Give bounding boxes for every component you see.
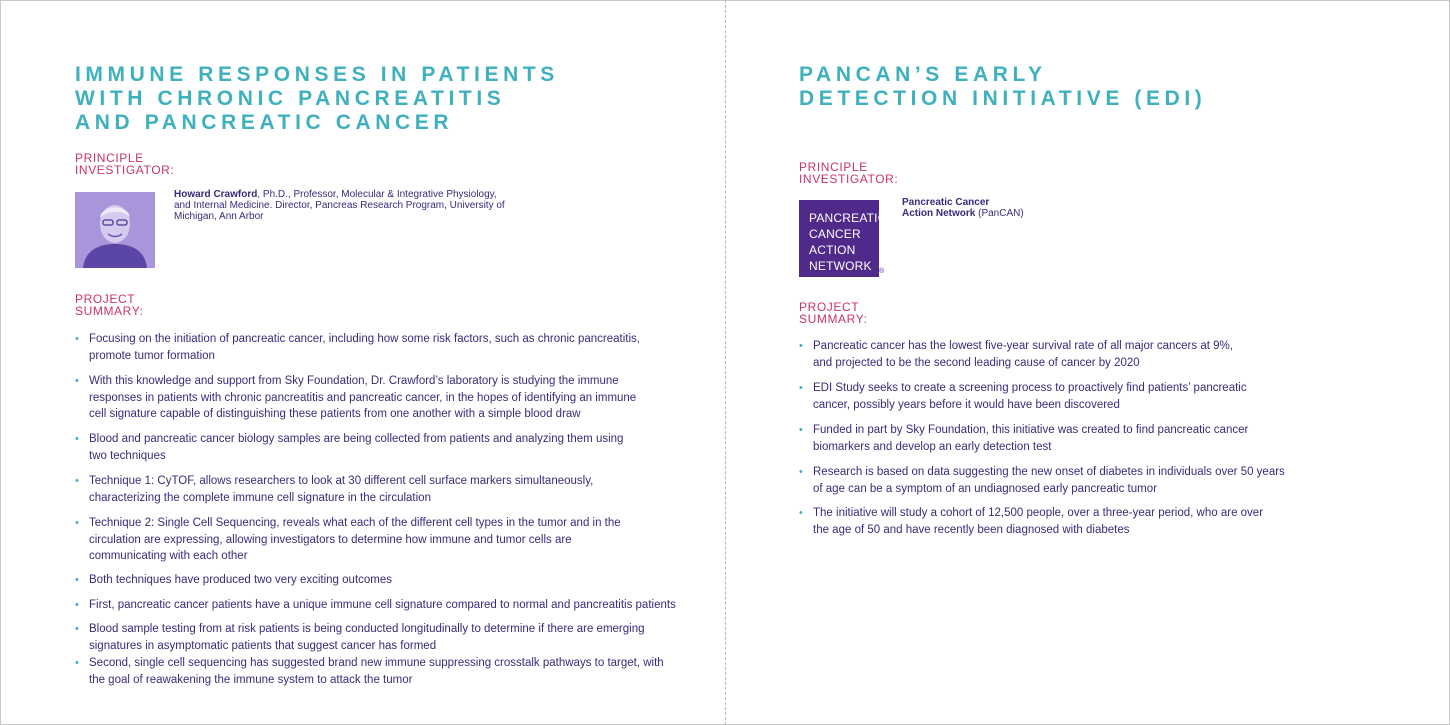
bullet-dot-icon: •	[75, 433, 79, 445]
bullet-line: the age of 50 and have recently been diagnosed with diabetes	[813, 523, 1130, 536]
summary-bullet-item	[799, 338, 1233, 371]
bullet-line: characterizing the complete immune cell signature in the circulation	[89, 491, 431, 504]
bullet-dot-icon: •	[75, 517, 79, 529]
bullet-dot-icon: •	[799, 507, 803, 519]
summary-bullet-item	[799, 380, 1247, 413]
bullet-dot-icon: •	[75, 599, 79, 611]
bullet-line: two techniques	[89, 449, 166, 462]
bullet-line: circulation are expressing, allowing investigators to determine how immune and tumor cells are	[89, 533, 572, 546]
bullet-line: The initiative will study a cohort of 12,500 people, over a three-year period, who are over	[813, 507, 1264, 519]
summary-bullet-item	[75, 621, 645, 654]
bullet-line: promote tumor formation	[89, 349, 215, 362]
bullet-line: Blood and pancreatic cancer biology samples are being collected from patients and analyzing them using	[89, 433, 624, 445]
page-fold-divider	[725, 0, 726, 725]
bullet-line: Both techniques have produced two very exciting outcomes	[89, 574, 393, 586]
summary-bullet-item	[799, 422, 1248, 455]
title-line: WITH CHRONIC PANCREATITIS	[75, 87, 506, 110]
bullet-line: communicating with each other	[89, 550, 248, 562]
registered-mark: ®	[879, 268, 885, 275]
title-line: DETECTION INITIATIVE (EDI)	[799, 87, 1207, 110]
bullet-line: Technique 1: CyTOF, allows researchers to look at 30 different cell surface markers simultaneously,	[89, 475, 594, 487]
bullet-line: Technique 2: Single Cell Sequencing, reveals what each of the different cell types in the tumor and in the	[89, 517, 621, 529]
summary-bullet-item	[75, 373, 636, 423]
bullet-line: First, pancreatic cancer patients have a unique immune cell signature compared to normal and pancreatitis patients	[89, 599, 676, 611]
bullet-line: EDI Study seeks to create a screening process to proactively find patients’ pancreatic	[813, 382, 1247, 394]
bullet-line: With this knowledge and support from Sky Foundation, Dr. Crawford’s laboratory is studying the immune	[89, 375, 619, 387]
bullet-line: Funded in part by Sky Foundation, this initiative was created to find pancreatic cancer	[813, 424, 1249, 436]
summary-bullet-item	[75, 473, 593, 506]
bullet-line: and projected to be the second leading cause of cancer by 2020	[813, 356, 1140, 369]
investigator-info: Howard Crawford, Ph.D., Professor, Molecular & Integrative Physiology, and Internal Medicine. Director, Pancreas Research Program, University of Michigan, Ann Arbor	[174, 189, 505, 222]
pancan-logo-text: PANCREATIC CANCER ACTION NETWORK	[809, 211, 887, 273]
right-page-title	[799, 63, 1206, 111]
summary-bullet-item	[75, 572, 392, 589]
bullet-line: responses in patients with chronic pancreatitis and pancreatic cancer, in the hopes of identifying an immune	[89, 391, 637, 404]
summary-bullet-item	[75, 597, 676, 614]
summary-bullet-item	[75, 331, 640, 364]
title-line: IMMUNE RESPONSES IN PATIENTS	[75, 63, 559, 86]
bullet-dot-icon: •	[75, 375, 79, 387]
bullet-dot-icon: •	[75, 333, 79, 345]
bullet-dot-icon: •	[75, 475, 79, 487]
bullet-line: cell signature capable of distinguishing these patients from one another with a simple blood draw	[89, 408, 581, 420]
bullet-line: signatures in asymptomatic patients that suggest cancer has formed	[89, 639, 437, 652]
bullet-line: cancer, possibly years before it would have been discovered	[813, 398, 1120, 411]
bullet-line: biomarkers and develop an early detection test	[813, 440, 1052, 453]
bullet-dot-icon: •	[799, 424, 803, 436]
bullet-dot-icon: •	[75, 657, 79, 669]
summary-bullet-item	[75, 655, 664, 688]
bullet-line: Second, single cell sequencing has suggested brand new immune suppressing crosstalk pathways to target, with	[89, 657, 664, 669]
project-summary-label: PROJECT SUMMARY:	[799, 300, 868, 326]
investigator-photo	[75, 192, 155, 268]
bullet-dot-icon: •	[799, 340, 803, 352]
bullet-line: Pancreatic cancer has the lowest five-year survival rate of all major cancers at 9%,	[813, 340, 1233, 352]
organization-info: Pancreatic Cancer Action Network (PanCAN)	[902, 197, 1024, 219]
left-page-title	[75, 63, 559, 135]
bullet-dot-icon: •	[799, 382, 803, 394]
bullet-dot-icon: •	[75, 574, 79, 586]
title-line: PANCAN’S EARLY	[799, 63, 1047, 86]
pancan-logo	[799, 200, 887, 277]
project-summary-label: PROJECT SUMMARY:	[75, 292, 144, 318]
summary-bullet-item	[75, 431, 623, 464]
summary-bullet-item	[75, 515, 621, 565]
investigator-label: PRINCIPLE INVESTIGATOR:	[799, 160, 899, 186]
bullet-dot-icon: •	[799, 466, 803, 478]
summary-bullet-item	[799, 505, 1263, 538]
bullet-dot-icon: •	[75, 623, 79, 635]
bullet-line: the goal of reawakening the immune system to attack the tumor	[89, 673, 413, 686]
bullet-line: Blood sample testing from at risk patients is being conducted longitudinally to determine if there are emerging	[89, 623, 645, 635]
bullet-line: of age can be a symptom of an undiagnosed early pancreatic tumor	[813, 482, 1157, 495]
title-line: AND PANCREATIC CANCER	[75, 111, 454, 134]
bullet-line: Focusing on the initiation of pancreatic cancer, including how some risk factors, such as chronic pancreatitis,	[89, 333, 641, 345]
investigator-label: PRINCIPLE INVESTIGATOR:	[75, 151, 175, 177]
summary-bullet-item	[799, 464, 1285, 497]
bullet-line: Research is based on data suggesting the new onset of diabetes in individuals over 50 years	[813, 466, 1285, 478]
investigator-name: Howard Crawford	[174, 189, 258, 200]
